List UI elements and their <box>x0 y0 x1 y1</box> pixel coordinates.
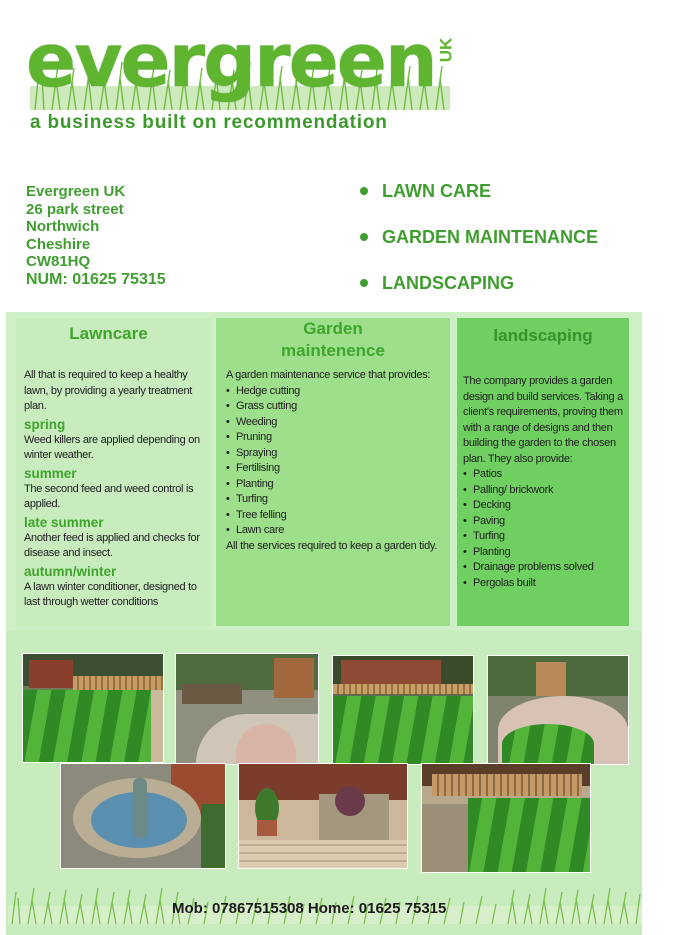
address-block <box>26 183 166 288</box>
list-item: • Palling/ brickwork <box>463 483 623 499</box>
lawncare-intro: All that is required to keep a healthy lawn, by providing a yearly treatment plan. <box>24 369 193 412</box>
season-text: A lawn winter conditioner, designed to last through wetter conditions <box>24 580 197 608</box>
phone-number: NUM: 01625 75315 <box>26 270 166 288</box>
garden-list <box>226 384 442 539</box>
garden-maintenance-column <box>216 318 450 626</box>
garden-title-line: Garden <box>303 319 363 338</box>
season-text: The second feed and weed control is applied. <box>24 482 194 510</box>
list-item: • Tree felling <box>226 508 442 524</box>
list-item: • Weeding <box>226 415 442 431</box>
footer-contact: Mob: 07867515308 Home: 01625 75315 <box>172 900 447 917</box>
landscaping-list <box>463 467 623 591</box>
bullet-icon <box>360 187 368 195</box>
season-name: autumn/winter <box>24 563 117 579</box>
address-line: Northwich <box>26 218 100 235</box>
list-item: • Turfing <box>463 529 623 545</box>
lawncare-column <box>16 318 211 626</box>
tagline: a business built on recommendation <box>30 112 388 133</box>
service-item <box>360 224 598 270</box>
address-line: 26 park street <box>26 200 124 218</box>
service-label: LAWN CARE <box>382 181 491 201</box>
list-item: • Decking <box>463 498 623 514</box>
list-item: • Grass cutting <box>226 399 442 415</box>
list-item: • Paving <box>463 514 623 530</box>
season-text: Weed killers are applied depending on winter weather. <box>24 433 200 461</box>
photo-pond-fountain <box>60 763 226 869</box>
list-item: • Planting <box>226 477 442 493</box>
service-label: LANDSCAPING <box>382 273 515 293</box>
address-line: CW81HQ <box>26 253 91 270</box>
lawncare-title: Lawncare <box>69 324 148 343</box>
landscaping-column <box>457 318 629 626</box>
photo-summerhouse-path <box>175 653 319 765</box>
list-item: • Pergolas built <box>463 576 623 592</box>
garden-outro: All the services required to keep a garden tidy. <box>226 539 438 552</box>
services-list <box>360 178 598 316</box>
bullet-icon <box>360 279 368 287</box>
service-item <box>360 270 598 316</box>
list-item: • Patios <box>463 467 623 483</box>
season-name: summer <box>24 465 77 481</box>
service-item <box>360 178 598 224</box>
address-line: Cheshire <box>26 235 91 253</box>
photo-decking-lawn <box>421 763 591 873</box>
photo-summerhouse-lawn <box>332 655 474 765</box>
photo-circular-lawn <box>487 655 629 765</box>
landscaping-intro: The company provides a garden design and build services. Taking a client's requirements, proving them with a range of designs and then building the garden to the chosen plan. They also provide: <box>463 375 623 465</box>
garden-intro: A garden maintenance service that provides: <box>226 369 431 381</box>
list-item: • Turfing <box>226 492 442 508</box>
photo-lawn-fence <box>22 653 164 763</box>
logo <box>22 18 462 110</box>
landscaping-title: landscaping <box>493 326 593 345</box>
list-item: • Drainage problems solved <box>463 560 623 576</box>
address-line: Evergreen UK <box>26 183 126 200</box>
season-name: spring <box>24 416 66 432</box>
photo-patio-plants <box>238 763 408 869</box>
garden-title-line: maintenence <box>281 341 385 360</box>
list-item: • Fertilising <box>226 461 442 477</box>
list-item: • Lawn care <box>226 523 442 539</box>
list-item: • Planting <box>463 545 623 561</box>
brand-name: evergreen <box>26 18 436 104</box>
list-item: • Pruning <box>226 430 442 446</box>
season-name: late summer <box>24 514 104 530</box>
list-item: • Spraying <box>226 446 442 462</box>
garden-title <box>216 318 450 362</box>
season-text: Another feed is applied and checks for disease and insect. <box>24 531 200 559</box>
brand-suffix: UK <box>436 37 456 63</box>
bullet-icon <box>360 233 368 241</box>
service-label: GARDEN MAINTENANCE <box>382 227 598 247</box>
list-item: • Hedge cutting <box>226 384 442 400</box>
